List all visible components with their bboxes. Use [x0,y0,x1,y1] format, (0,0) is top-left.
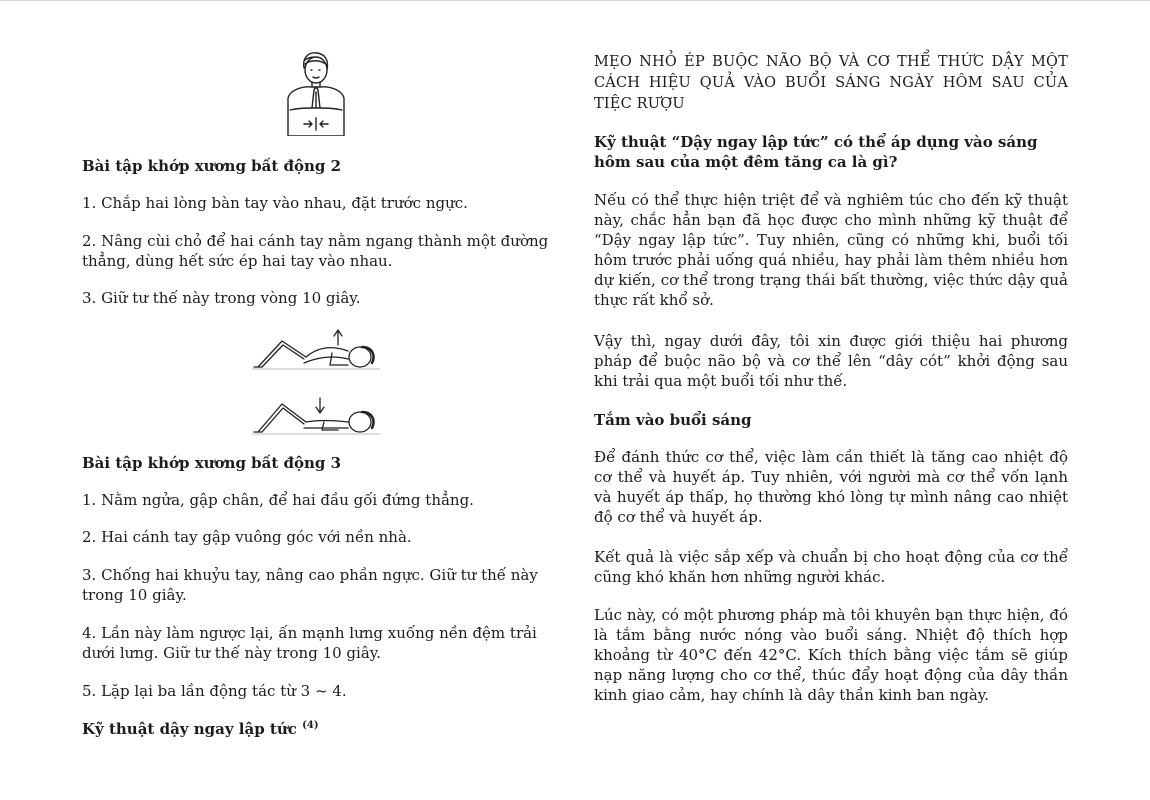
paragraph-2: Vậy thì, ngay dưới đây, tôi xin được giới thiệu hai phương pháp để buộc não bộ và cơ thể lên “dây cót” khởi động sau khi trải qua một buổi tối như thế. [594,332,1068,390]
lying-back-press-icon [252,392,380,436]
exercise-3-step-1: 1. Nằm ngửa, gập chân, để hai đầu gối đứng thẳng. [82,491,474,509]
exercise-2-title: Bài tập khớp xương bất động 2 [82,157,342,175]
paragraph-4: Kết quả là việc sắp xếp và chuẩn bị cho hoạt động của cơ thể cũng khó khăn hơn những người khác. [594,548,1068,586]
paragraph-3: Để đánh thức cơ thể, việc làm cần thiết là tăng cao nhiệt độ cơ thể và huyết áp. Tuy nhiên, với người mà cơ thể vốn lạnh và huyết áp thấp, họ thường khó lòng tự mình nâng cao nhiệt độ cơ thể và huyết áp. [594,448,1068,526]
exercise-2-step-1: 1. Chắp hai lòng bàn tay vào nhau, đặt trước ngực. [82,194,468,212]
lying-chest-raise-icon [252,327,380,371]
exercise-2-step-3: 3. Giữ tư thế này trong vòng 10 giây. [82,289,361,307]
exercise-3-step-4: 4. Lần này làm ngược lại, ấn mạnh lưng xuống nền đệm trải dưới lưng. Giữ tư thế này trong 10 giây. [82,624,537,662]
technique-title-text: Kỹ thuật dậy ngay lập tức [82,720,297,738]
person-pressing-palms-icon [278,50,352,136]
technique-title [82,719,557,739]
page-top-rule [0,0,1150,1]
paragraph-5: Lúc này, có một phương pháp mà tôi khuyên bạn thực hiện, đó là tắm bằng nước nóng vào buổi sáng. Nhiệt độ thích hợp khoảng từ 40°C đến 42°C. Kích thích bằng việc tắm sẽ giúp nạp năng lượng cho cơ thể, thúc đẩy hoạt động của dây thần kinh giao cảm, hay chính là dây thần kinh ban ngày. [594,606,1068,704]
section-question: Kỹ thuật “Dậy ngay lập tức” có thể áp dụng vào sáng hôm sau của một đêm tăng ca là gì? [594,133,1038,171]
paragraph-1: Nếu có thể thực hiện triệt để và nghiêm túc cho đến kỹ thuật này, chắc hẳn bạn đã học được cho mình những kỹ thuật để “Dậy ngay lập tức”. Tuy nhiên, cũng có những khi, buổi tối hôm trước phải uống quá nhiều, hay phải làm thêm nhiều hơn dự kiến, cơ thể trong trạng thái bất thường, việc thức dậy quả thực rất khổ sở. [594,191,1068,309]
subheading-morning-bath: Tắm vào buổi sáng [594,411,752,429]
exercise-2-step-2: 2. Nâng cùi chỏ để hai cánh tay nằm ngang thành một đường thẳng, dùng hết sức ép hai tay vào nhau. [82,232,549,270]
exercise-3-step-3: 3. Chống hai khuỷu tay, nâng cao phần ngực. Giữ tư thế này trong 10 giây. [82,566,538,604]
chapter-title: MẸO NHỎ ÉP BUỘC NÃO BỘ VÀ CƠ THỂ THỨC DẬY MỘT CÁCH HIỆU QUẢ VÀO BUỔI SÁNG NGÀY HÔM SAU CỦA TIỆC RƯỢU [594,54,1068,112]
exercise-3-step-2: 2. Hai cánh tay gập vuông góc với nền nhà. [82,528,412,546]
exercise-3-step-5: 5. Lặp lại ba lần động tác từ 3 ~ 4. [82,682,347,700]
exercise-3-title: Bài tập khớp xương bất động 3 [82,454,342,472]
footnote-marker: (4) [302,720,319,731]
